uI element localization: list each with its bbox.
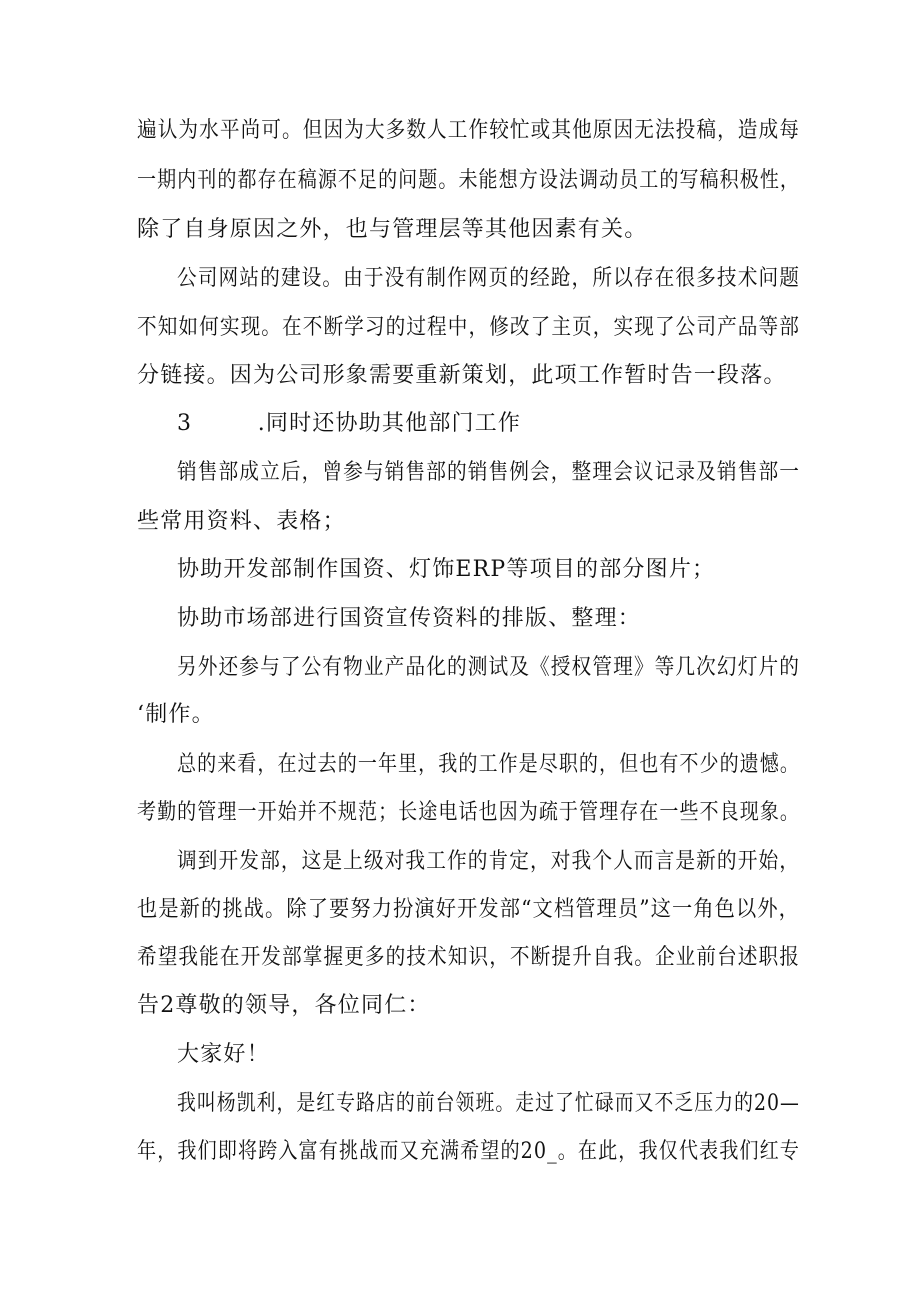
text-line: 协助开发部制作国资、灯饰ERP等项目的部分图片； — [177, 557, 716, 582]
text-line: 考勤的管理一开始并不规范；长途电话也因为疏于管理存在一些不良现象。 — [137, 800, 801, 825]
text-line: 一期内刊的都存在稿源不足的问题。未能想方设法调动员工的写稿积极性， — [137, 168, 801, 193]
text-line: 协助市场部进行国资宣传资料的排版、整理： — [177, 606, 642, 631]
text-line: 不知如何实现。在不断学习的过程中，修改了主页，实现了公司产品等部 — [137, 315, 800, 340]
text-line: 销售部成立后，曾参与销售部的销售例会，整理会议记录及销售部一 — [177, 460, 801, 485]
text-line: 年，我们即将跨入富有挑战而又充满希望的20_。在此，我仅代表我们红专 — [137, 1139, 800, 1164]
text-line: 希望我能在开发部掌握更多的技术知识，不断提升自我。企业前台述职报 — [137, 945, 800, 970]
text-line: 公司网站的建设。由于没有制作网页的经跄，所以存在很多技术问题 — [177, 266, 801, 291]
text-line: 也是新的挑战。除了要努力扮演好开发部“文档管理员”这一角色以外， — [137, 897, 801, 922]
text-line: ‘制作。 — [137, 702, 215, 727]
section-heading: 3 .同时还协助其他部门工作 — [177, 411, 522, 436]
text-line: 些常用资料、表格； — [137, 509, 346, 534]
text-line: 遍认为水平尚可。但因为大多数人工作较忙或其他原因无法投稿，造成每 — [137, 118, 800, 143]
greeting: 大家好！ — [177, 1042, 270, 1067]
text-line: 总的来看，在过去的一年里，我的工作是尽职的，但也有不少的遗憾。 — [177, 752, 800, 777]
text-line: 除了自身原因之外，也与管理层等其他因素有关。 — [137, 217, 648, 242]
text-line: 告2尊敬的领导，各位同仁： — [137, 993, 431, 1018]
text-line: 分链接。因为公司形象需要重新策划，此项工作暂时告一段落。 — [137, 363, 787, 388]
text-line: 我叫杨凯利，是红专路店的前台领班。走过了忙碌而又不乏压力的20— — [177, 1091, 800, 1116]
text-line: 调到开发部，这是上级对我工作的肯定，对我个人而言是新的开始， — [177, 849, 801, 874]
text-line: 另外还参与了公有物业产品化的测试及《授权管理》等几次幻灯片的 — [177, 655, 801, 680]
